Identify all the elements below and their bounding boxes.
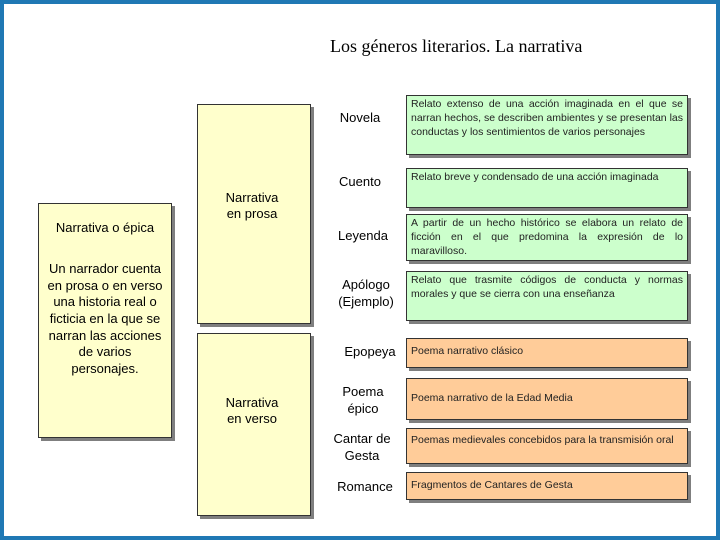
row-label-cantar-de-gesta: Cantar de Gesta bbox=[333, 431, 391, 463]
row-label-apologo: Apólogo (Ejemplo) bbox=[338, 277, 394, 309]
slide-title: Los géneros literarios. La narrativa bbox=[330, 36, 583, 56]
narrativa-verso-label: Narrativa en verso bbox=[225, 395, 279, 427]
desc-novela: Relato extenso de una acción imaginada en el que se narran hechos, se describen ambientes y se presentan las conductas y los sentimientos de varios personajes bbox=[406, 95, 688, 155]
desc-epopeya: Poema narrativo clásico bbox=[406, 338, 688, 368]
desc-leyenda: A partir de un hecho histórico se elabora un relato de ficción en el que predomina la expresión de lo maravilloso. bbox=[406, 214, 688, 261]
row-label-romance: Romance bbox=[337, 479, 393, 494]
desc-cuento: Relato breve y condensado de una acción imaginada bbox=[406, 168, 688, 208]
desc-cantar-de-gesta: Poemas medievales concebidos para la transmisión oral bbox=[406, 428, 688, 464]
row-label-cuento: Cuento bbox=[339, 174, 381, 189]
narrativa-epica-description: Un narrador cuenta en prosa o en verso una historia real o ficticia en la que se narran las acciones de varios personajes. bbox=[47, 261, 163, 376]
row-label-epopeya: Epopeya bbox=[344, 344, 396, 359]
desc-poema-epico: Poema narrativo de la Edad Media bbox=[406, 378, 688, 420]
narrativa-epica-heading: Narrativa o épica bbox=[55, 220, 155, 235]
desc-apologo: Relato que trasmite códigos de conducta y normas morales y que se cierra con una enseñanza bbox=[406, 271, 688, 321]
row-label-leyenda: Leyenda bbox=[338, 228, 388, 243]
row-label-poema-epico: Poema épico bbox=[342, 384, 384, 416]
desc-romance: Fragmentos de Cantares de Gesta bbox=[406, 472, 688, 500]
narrativa-prosa-label: Narrativa en prosa bbox=[225, 190, 279, 222]
row-label-novela: Novela bbox=[339, 110, 381, 125]
